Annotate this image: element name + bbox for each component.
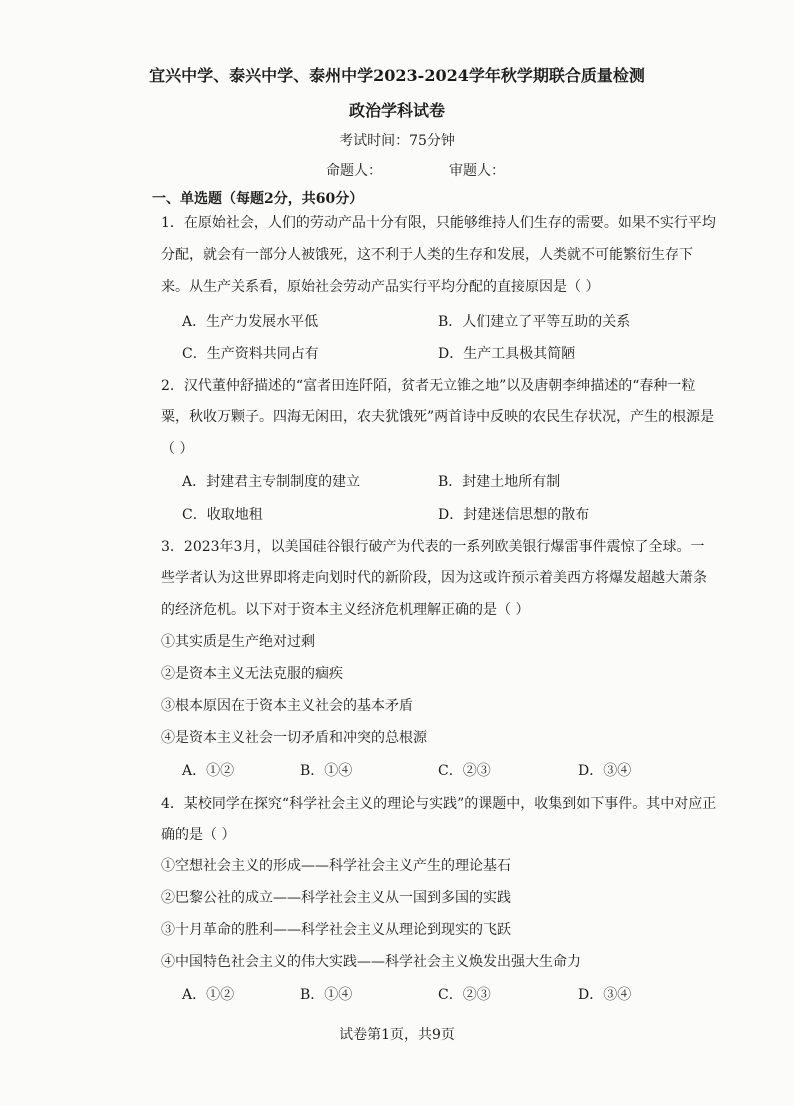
question-4-option-d: D．③④: [578, 987, 632, 1003]
question-1-option-a: A．生产力发展水平低: [182, 314, 319, 330]
setter-label: 命题人：: [326, 163, 382, 179]
section-heading: 一、单选题（每题2分，共60分）: [152, 191, 364, 207]
question-4-statement-2: ②巴黎公社的成立——科学社会主义从一国到多国的实践: [161, 890, 511, 906]
question-2-option-c: C．收取地租: [182, 507, 263, 523]
question-4-option-c: C．②③: [438, 987, 491, 1003]
question-3-statement-1: ①其实质是生产绝对过剩: [161, 634, 315, 650]
question-4-statement-3: ③十月革命的胜利——科学社会主义从理论到现实的飞跃: [161, 922, 511, 938]
exam-time: 考试时间：75分钟: [339, 133, 455, 149]
question-1-line-1: 1．在原始社会，人们的劳动产品十分有限，只能够维持人们生存的需要。如果不实行平均: [161, 215, 716, 231]
question-3-statement-3: ③根本原因在于资本主义社会的基本矛盾: [161, 698, 413, 714]
exam-subtitle: 政治学科试卷: [348, 101, 445, 120]
question-3-option-a: A．①②: [182, 763, 235, 779]
question-3-option-b: B．①④: [300, 763, 353, 779]
question-3-line-1: 3．2023年3月，以美国硅谷银行破产为代表的一系列欧美银行爆雷事件震惊了全球。一: [161, 539, 705, 555]
question-4-line-2: 确的是（ ）: [161, 827, 236, 843]
question-1-option-b: B．人们建立了平等互助的关系: [438, 314, 631, 330]
question-3-line-2: 些学者认为这世界即将走向划时代的新阶段，因为这或许预示着美西方将爆发超越大萧条: [161, 570, 707, 586]
question-2-option-b: B．封建土地所有制: [438, 474, 561, 490]
question-4-statement-1: ①空想社会主义的形成——科学社会主义产生的理论基石: [161, 858, 511, 874]
question-2-line-3: （ ）: [161, 441, 194, 457]
question-1-option-d: D．生产工具极其简陋: [438, 346, 576, 362]
question-2-line-1: 2．汉代董仲舒描述的“富者田连阡陌，贫者无立锥之地”以及唐朝李绅描述的“春种一粒: [161, 378, 696, 394]
question-1-line-2: 分配，就会有一部分人被饿死，这不利于人类的生存和发展，人类就不可能繁衍生存下: [161, 247, 693, 263]
question-2-option-d: D．封建迷信思想的散布: [438, 507, 590, 523]
question-3-line-3: 的经济危机。以下对于资本主义经济危机理解正确的是（ ）: [161, 602, 530, 618]
question-3-statement-4: ④是资本主义社会一切矛盾和冲突的总根源: [161, 730, 427, 746]
question-3-statement-2: ②是资本主义无法克服的痼疾: [161, 666, 343, 682]
question-3-option-d: D．③④: [578, 763, 632, 779]
page-footer: 试卷第1页，共9页: [339, 1027, 455, 1043]
reviewer-label: 审题人：: [449, 163, 505, 179]
question-2-option-a: A．封建君主专制制度的建立: [182, 474, 361, 490]
question-4-option-a: A．①②: [182, 987, 235, 1003]
question-3-option-c: C．②③: [438, 763, 491, 779]
question-1-option-c: C．生产资料共同占有: [182, 346, 319, 362]
exam-title: 宜兴中学、泰兴中学、泰州中学2023-2024学年秋学期联合质量检测: [149, 66, 645, 85]
question-4-statement-4: ④中国特色社会主义的伟大实践——科学社会主义焕发出强大生命力: [161, 954, 581, 970]
question-2-line-2: 粟，秋收万颗子。四海无闲田，农夫犹饿死”两首诗中反映的农民生存状况，产生的根源是: [161, 409, 715, 425]
question-1-line-3: 来。从生产关系看，原始社会劳动产品实行平均分配的直接原因是（ ）: [161, 279, 600, 295]
question-4-line-1: 4．某校同学在探究“科学社会主义的理论与实践”的课题中，收集到如下事件。其中对应正: [161, 796, 717, 812]
question-4-option-b: B．①④: [300, 987, 353, 1003]
